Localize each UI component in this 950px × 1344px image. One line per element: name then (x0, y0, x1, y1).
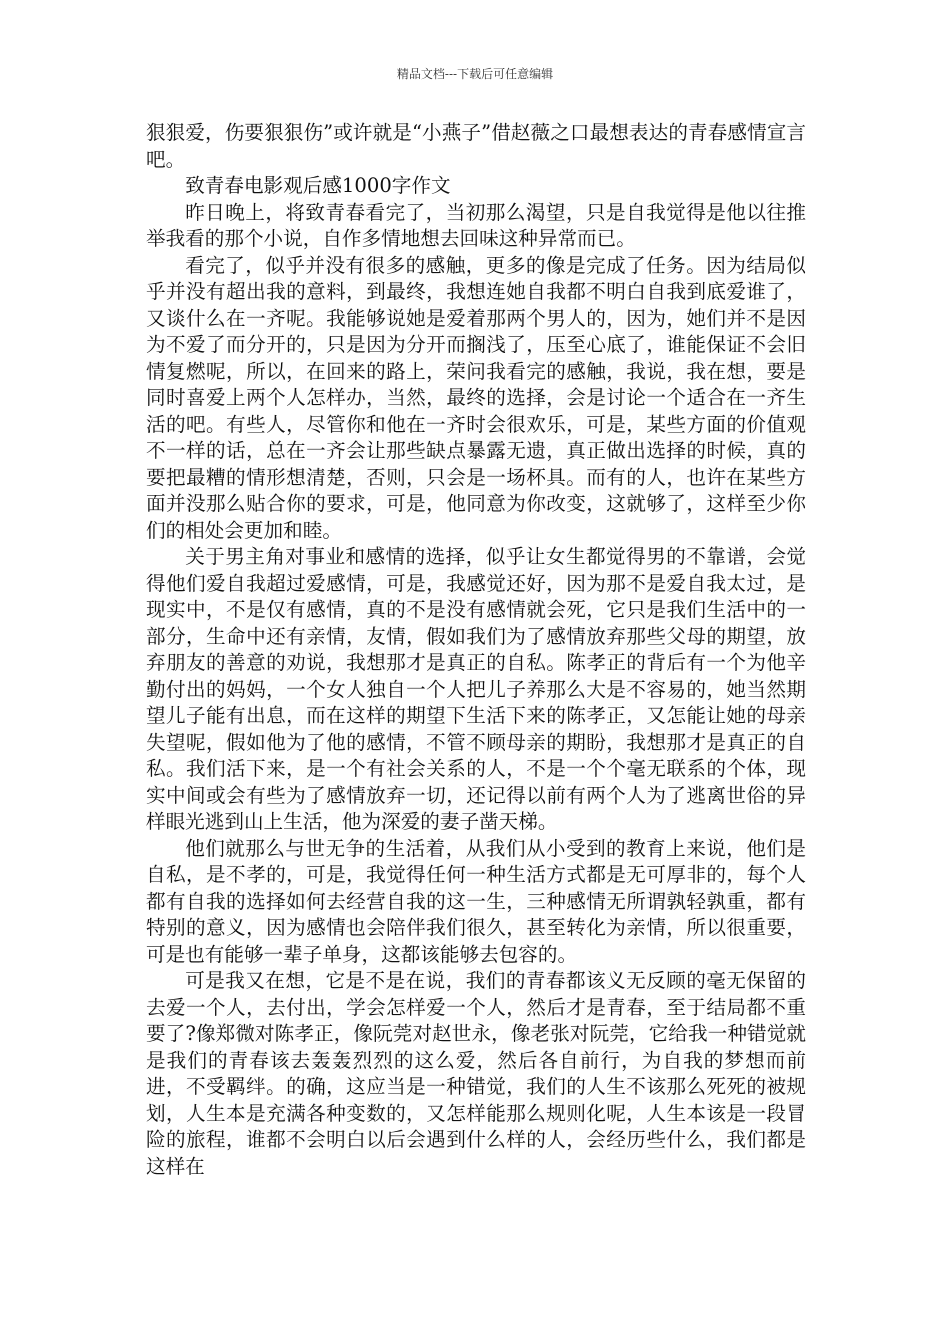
essay-title: 致青春电影观后感1000字作文 (185, 174, 451, 197)
paragraph: 他们就那么与世无争的生活着，从我们从小受到的教育上来说，他们是自私，是不孝的，可是，我觉得任何一种生活方式都是无可厚非的，每个人都有自我的选择如何去经营自我的这一生，三种感情无所谓孰轻孰重，都有特别的意义，因为感情也会陪伴我们很久，甚至转化为亲情，所以很重要，可是也有能够一辈子单身，这都该能够去包容的。 (146, 836, 806, 966)
paragraph: 可是我又在想，它是不是在说，我们的青春都该义无反顾的毫无保留的去爱一个人，去付出，学会怎样爱一个人，然后才是青春，至于结局都不重要了?像郑微对陈孝正，像阮莞对赵世永，像老张对阮莞，它给我一种错觉就是我们的青春该去轰轰烈烈的这么爱，然后各自前行，为自我的梦想而前进，不受羁绊。的确，这应当是一种错觉，我们的人生不该那么死死的被规划，人生本是充满各种变数的，又怎样能那么规则化呢，人生本该是一段冒险的旅程，谁都不会明白以后会遇到什么样的人，会经历些什么，我们都是这样在 (146, 969, 806, 1178)
paragraph-continuation: 狠狠爱，伤要狠狠伤”或许就是“小燕子”借赵薇之口最想表达的青春感情宣言吧。 (146, 121, 806, 171)
page-header: 精品文档---下载后可任意编辑 (396, 67, 554, 81)
paragraph: 看完了，似乎并没有很多的感触，更多的像是完成了任务。因为结局似乎并没有超出我的意料，到最终，我想连她自我都不明白自我到底爱谁了，又谈什么在一齐呢。我能够说她是爱着那两个男人的，因为，她们并不是因为不爱了而分开的，只是因为分开而搁浅了，压至心底了，谁能保证不会旧情复燃呢，所以，在回来的路上，荣问我看完的感触，我说，我在想，要是同时喜爱上两个人怎样办，当然，最终的选择，会是讨论一个适合在一齐生活的吧。有些人，尽管你和他在一齐时会很欢乐，可是，某些方面的价值观不一样的话，总在一齐会让那些缺点暴露无遗，真正做出选择的时候，真的要把最糟的情形想清楚，否则，只会是一场杯具。而有的人，也许在某些方面并没那么贴合你的要求，可是，他同意为你改变，这就够了，这样至少你们的相处会更加和睦。 (146, 253, 806, 542)
document-body (146, 120, 806, 1180)
paragraph: 昨日晚上，将致青春看完了，当初那么渴望，只是自我觉得是他以往推举我看的那个小说，自作多情地想去回味这种异常而已。 (146, 200, 806, 250)
paragraph: 关于男主角对事业和感情的选择，似乎让女生都觉得男的不靠谱，会觉得他们爱自我超过爱感情，可是，我感觉还好，因为那不是爱自我太过，是现实中，不是仅有感情，真的不是没有感情就会死，它只是我们生活中的一部分，生命中还有亲情，友情，假如我们为了感情放弃那些父母的期望，放弃朋友的善意的劝说，我想那才是真正的自私。陈孝正的背后有一个为他辛勤付出的妈妈，一个女人独自一个人把儿子养那么大是不容易的，她当然期望儿子能有出息，而在这样的期望下生活下来的陈孝正，又怎能让她的母亲失望呢，假如他为了他的感情，不管不顾母亲的期盼，我想那才是真正的自私。我们活下来，是一个有社会关系的人，不是一个个毫无联系的个体，现实中间或会有些为了感情放弃一切，还记得以前有两个人为了逃离世俗的异样眼光逃到山上生活，他为深爱的妻子凿天梯。 (146, 545, 806, 833)
